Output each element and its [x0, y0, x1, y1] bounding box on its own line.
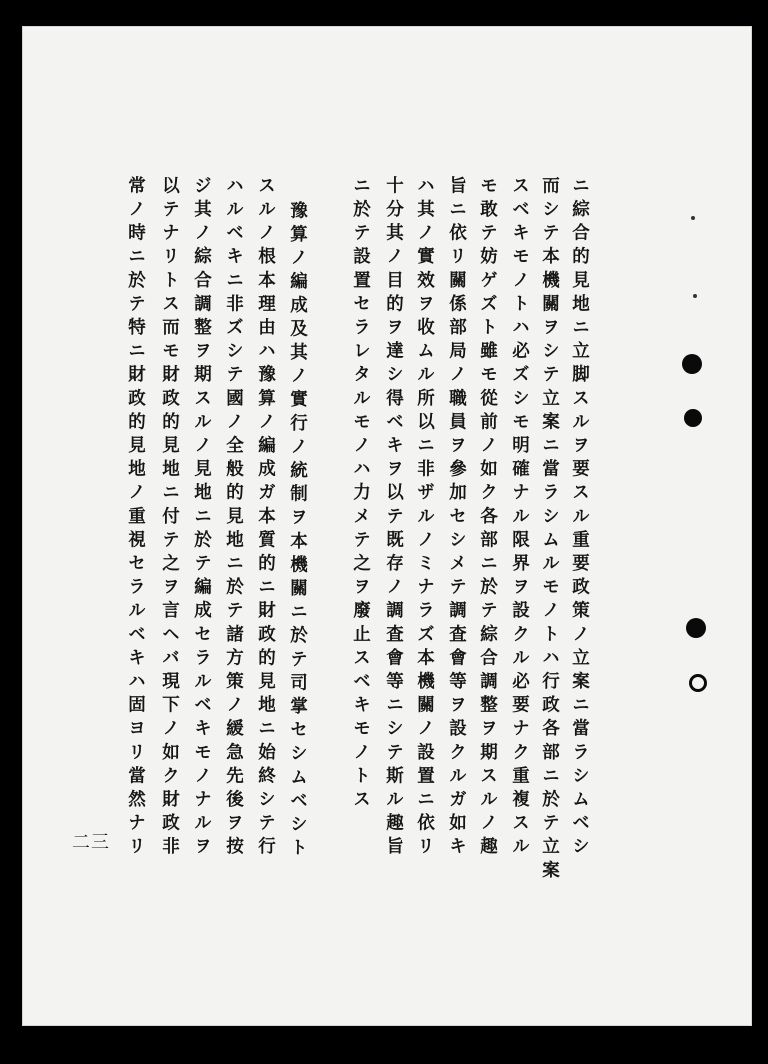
text-column-8: ニ於テ設置セラレタルモノハ力メテ之ヲ廢止スベキモノトス	[350, 176, 371, 814]
binding-hole-icon	[682, 354, 702, 374]
text-column-9: 豫算ノ編成及其ノ實行ノ統制ヲ本機關ニ於テ司掌セシムベシト	[287, 201, 308, 862]
text-column-4: モ敢テ妨ゲズト雖モ從前ノ如ク各部ニ於テ綜合調整ヲ期スルノ趣	[477, 176, 498, 861]
text-column-14: 常ノ時ニ於テ特ニ財政的見地ノ重視セラルベキハ固ヨリ當然ナリ	[125, 176, 146, 861]
text-column-2: 而シテ本機關ヲシテ立案ニ當ラシムルモノトハ行政各部ニ於テ立案	[539, 176, 560, 884]
text-column-13: 以テナリトス而モ財政的見地ニ付テ之ヲ言ヘバ現下ノ如ク財政非	[159, 176, 180, 861]
text-column-6: ハ其ノ實效ヲ收ムル所以ニ非ザルノミナラズ本機關ノ設置ニ依リ	[414, 176, 435, 861]
binding-dot	[693, 294, 697, 298]
text-column-12: ジ其ノ綜合調整ヲ期スルノ見地ニ於テ編成セラルベキモノナルヲ	[191, 176, 212, 861]
text-column-1: ニ綜合的見地ニ立脚スルヲ要スル重要政策ノ立案ニ當ラシムベシ	[569, 176, 590, 861]
text-column-7: 十分其ノ目的ヲ達シ得ベキヲ以テ既存ノ調査會等ニシテ斯ル趣旨	[383, 176, 404, 861]
binding-dot	[691, 216, 695, 220]
document-page	[22, 26, 752, 1026]
text-column-5: 旨ニ依リ關係部局ノ職員ヲ參加セシメテ調査會等ヲ設クルガ如キ	[446, 176, 467, 861]
binding-hole-icon	[684, 409, 702, 427]
text-column-3: スベキモノトハ必ズシモ明確ナル限界ヲ設クル必要ナク重複スル	[509, 176, 530, 861]
binding-ring-icon	[689, 674, 707, 692]
text-column-11: ハルベキニ非ズシテ國ノ全般的見地ニ於テ諸方策ノ緩急先後ヲ按	[223, 176, 244, 861]
page-number: 二三	[72, 832, 110, 853]
binding-hole-icon	[686, 618, 706, 638]
text-column-10: スルノ根本理由ハ豫算ノ編成ガ本質的ニ財政的見地ニ始終シテ行	[255, 176, 276, 861]
